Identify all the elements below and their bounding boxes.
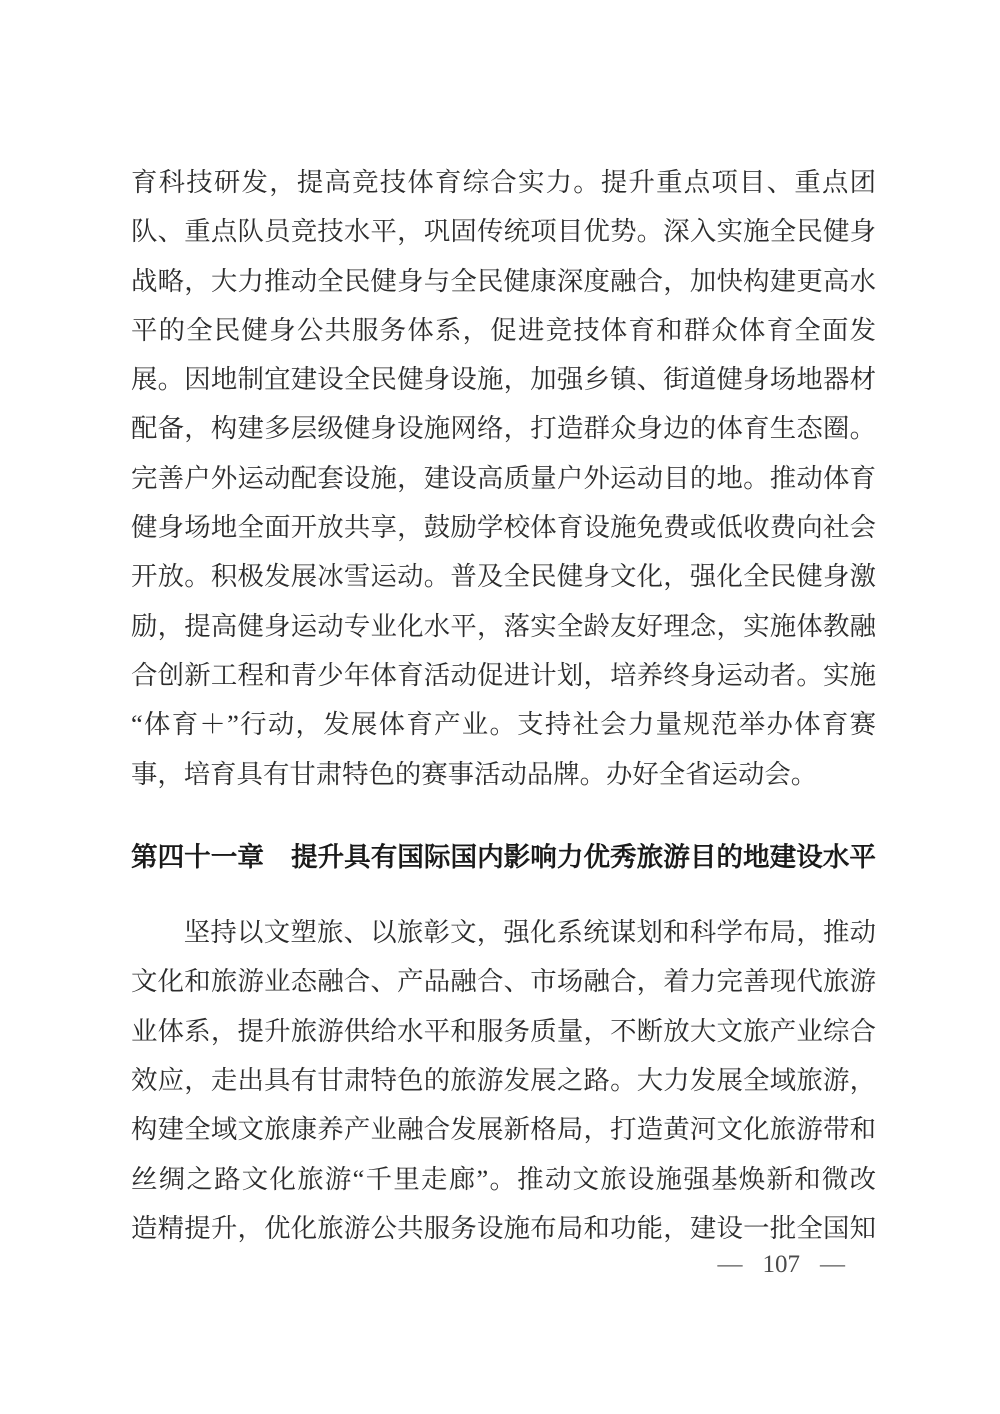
- body-line: 文化和旅游业态融合、产品融合、市场融合，着力完善现代旅游: [131, 966, 876, 997]
- footer-dash-right: —: [820, 1251, 845, 1278]
- body-line: 事，培育具有甘肃特色的赛事活动品牌。办好全省运动会。: [131, 758, 818, 789]
- paragraph-tourism-destination: [131, 908, 876, 1253]
- body-line: 配备，构建多层级健身设施网络，打造群众身边的体育生态圈。: [131, 413, 876, 444]
- body-line: 效应，走出具有甘肃特色的旅游发展之路。大力发展全域旅游，: [131, 1065, 876, 1096]
- body-line: 坚持以文塑旅、以旅彰文，强化系统谋划和科学布局，推动: [183, 917, 876, 948]
- body-line: 合创新工程和青少年体育活动促进计划，培养终身运动者。实施: [131, 659, 876, 690]
- body-line: 完善户外运动配套设施，建设高质量户外运动目的地。推动体育: [131, 462, 876, 493]
- body-line: 业体系，提升旅游供给水平和服务质量，不断放大文旅产业综合: [131, 1015, 876, 1046]
- page-footer: [718, 1249, 846, 1281]
- page-body: [131, 158, 876, 1253]
- body-line: 平的全民健身公共服务体系，促进竞技体育和群众体育全面发: [131, 314, 876, 345]
- body-line: 健身场地全面开放共享，鼓励学校体育设施免费或低收费向社会: [131, 512, 876, 543]
- body-line: 队、重点队员竞技水平，巩固传统项目优势。深入实施全民健身: [131, 216, 876, 247]
- body-line: 造精提升，优化旅游公共服务设施布局和功能，建设一批全国知: [131, 1212, 876, 1243]
- paragraph-sport-development: [131, 158, 876, 799]
- page-number: 107: [762, 1251, 800, 1278]
- chapter-heading: [131, 833, 876, 882]
- body-line: 构建全域文旅康养产业融合发展新格局，打造黄河文化旅游带和: [131, 1114, 876, 1145]
- chapter-title: 提升具有国际国内影响力优秀旅游目的地建设水平: [290, 841, 876, 872]
- footer-dash-left: —: [717, 1251, 743, 1278]
- body-line: 展。因地制宜建设全民健身设施，加强乡镇、街道健身场地器材: [131, 364, 876, 395]
- body-line: “体育＋”行动，发展体育产业。支持社会力量规范举办体育赛: [131, 709, 876, 740]
- body-line: 丝绸之路文化旅游“千里走廊”。推动文旅设施强基焕新和微改: [131, 1163, 876, 1194]
- body-line: 育科技研发，提高竞技体育综合实力。提升重点项目、重点团: [131, 167, 876, 197]
- body-line: 励，提高健身运动专业化水平，落实全龄友好理念，实施体教融: [131, 610, 876, 641]
- chapter-number: 第四十一章: [131, 841, 264, 872]
- body-line: 开放。积极发展冰雪运动。普及全民健身文化，强化全民健身激: [131, 561, 876, 592]
- body-line: 战略，大力推动全民健身与全民健康深度融合，加快构建更高水: [131, 265, 876, 296]
